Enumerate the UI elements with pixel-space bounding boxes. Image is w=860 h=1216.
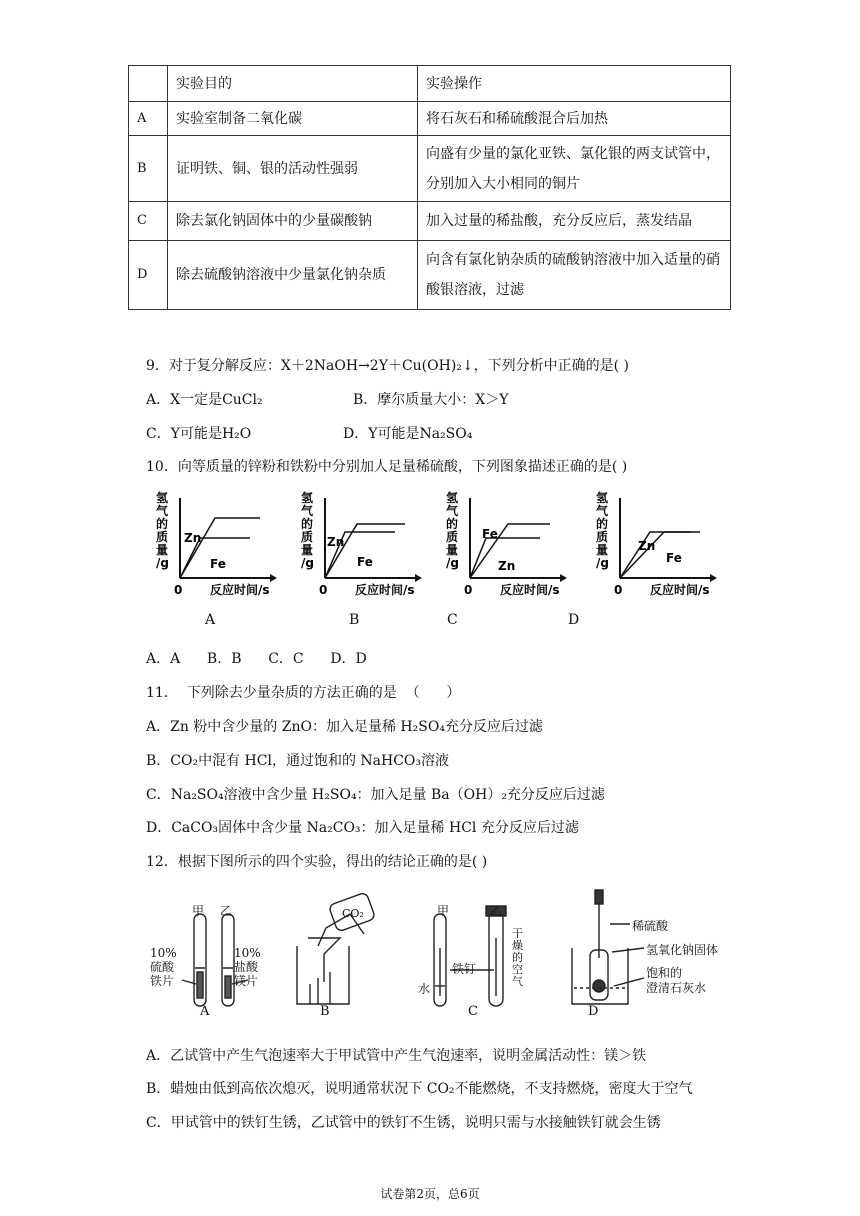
q12-option-b: B．蜡烛由低到高依次熄灭，说明通常状况下 CO₂不能燃烧，不支持燃烧，密度大于空气 bbox=[146, 1081, 693, 1097]
graph-y-label-char: 气 bbox=[596, 504, 609, 518]
q12-option-c: C．甲试管中的铁钉生锈，乙试管中的铁钉不生锈，说明只需与水接触铁钉就会生锈 bbox=[146, 1115, 661, 1131]
graph-line-lower bbox=[620, 532, 700, 578]
graph-y-label-char: 质 bbox=[446, 530, 459, 544]
page-footer: 试卷第2页，总6页 bbox=[380, 1187, 480, 1201]
row-purpose: 除去氯化钠固体中的少量碳酸钠 bbox=[168, 202, 418, 241]
graph-y-label-char: /g bbox=[596, 556, 609, 570]
row-operation: 向盛有少量的氯化亚铁、氯化银的两支试管中，分别加入大小相同的铜片 bbox=[418, 136, 731, 202]
row-purpose: 证明铁、铜、银的活动性强弱 bbox=[168, 136, 418, 202]
graph-origin-label: 0 bbox=[464, 583, 473, 597]
graph-y-label-char: 量 bbox=[156, 543, 169, 557]
graph-y-label-char: /g bbox=[301, 556, 314, 570]
q12-option-a: A．乙试管中产生气泡速率大于甲试管中产生气泡速率，说明金属活动性：镁＞铁 bbox=[146, 1048, 647, 1064]
row-operation: 向含有氯化钠杂质的硫酸钠溶液中加入适量的硝酸银溶液，过滤 bbox=[418, 241, 731, 310]
graph-y-label-char: 量 bbox=[596, 543, 609, 557]
fig-d-lime: 饱和的 澄清石灰水 bbox=[646, 966, 707, 995]
graph-x-label: 反应时间/s bbox=[210, 583, 270, 597]
graph-x-arrow bbox=[415, 574, 422, 582]
fig-c-apparatus bbox=[434, 906, 506, 1006]
fig-c-label: C bbox=[468, 1004, 478, 1019]
fig-b-label: B bbox=[320, 1004, 330, 1019]
graph-origin-label: 0 bbox=[614, 583, 623, 597]
graph-y-label-char: 氢 bbox=[446, 491, 459, 505]
table-row bbox=[129, 241, 731, 310]
graph-y-label-char: 氢 bbox=[156, 491, 169, 505]
fig-a-left-label: 10% 硫酸 铁片 bbox=[150, 946, 177, 988]
table-header-cell: 实验目的 bbox=[168, 66, 418, 102]
graph-x-label: 反应时间/s bbox=[650, 583, 710, 597]
table-row bbox=[129, 136, 731, 202]
fig-d-label: D bbox=[588, 1004, 599, 1019]
graph-y-label-char: 质 bbox=[596, 530, 609, 544]
q9-option-a: A．X一定是CuCl₂ bbox=[146, 392, 263, 408]
graph-y-label-char: 氢 bbox=[596, 491, 609, 505]
fig-a-label: A bbox=[200, 1004, 210, 1019]
graph-origin-label: 0 bbox=[319, 583, 328, 597]
q11-stem: 11． 下列除去少量杂质的方法正确的是 （ ） bbox=[146, 685, 461, 701]
fig-c-jia: 甲 bbox=[437, 904, 450, 918]
graph-label-d: D bbox=[568, 612, 580, 628]
graph-series-upper-label: Zn bbox=[638, 539, 656, 553]
row-operation: 加入过量的稀盐酸，充分反应后，蒸发结晶 bbox=[418, 202, 731, 241]
graph-x-arrow bbox=[710, 574, 717, 582]
graph-series-lower-label: Fe bbox=[357, 555, 373, 569]
table-header-cell bbox=[129, 66, 168, 102]
row-id: B bbox=[129, 136, 168, 202]
q11-option-a: A．Zn 粉中含少量的 ZnO：加入足量稀 H₂SO₄充分反应后过滤 bbox=[146, 719, 543, 735]
graph-series-lower-label: Fe bbox=[666, 551, 682, 565]
row-operation: 将石灰石和稀硫酸混合后加热 bbox=[418, 102, 731, 136]
graph-y-label-char: 的 bbox=[596, 517, 609, 531]
fig-d-solid: 氢氧化钠固体 bbox=[646, 943, 719, 957]
graph-x-label: 反应时间/s bbox=[355, 583, 415, 597]
graph-x-arrow bbox=[270, 574, 277, 582]
graph-y-label-char: 气 bbox=[446, 504, 459, 518]
row-id: D bbox=[129, 241, 168, 310]
fig-a-right-label: 10% 盐酸 镁片 bbox=[234, 946, 261, 988]
q9-option-d: D．Y可能是Na₂SO₄ bbox=[343, 426, 473, 442]
table-row bbox=[129, 202, 731, 241]
graph-y-label-char: 量 bbox=[301, 543, 314, 557]
q10-options: A．A B．B C．C D．D bbox=[146, 651, 367, 667]
row-purpose: 除去硫酸钠溶液中少量氯化钠杂质 bbox=[168, 241, 418, 310]
graph-y-label-char: 气 bbox=[301, 504, 314, 518]
fig-c-nail: 铁钉 bbox=[452, 962, 477, 976]
experiment-table bbox=[128, 65, 731, 310]
graph-series-lower-label: Zn bbox=[498, 559, 516, 573]
graph-label-b: B bbox=[349, 612, 360, 628]
q10-graphs-svg bbox=[150, 490, 720, 630]
q9-stem: 9．对于复分解反应：X＋2NaOH→2Y＋Cu(OH)₂↓，下列分析中正确的是( ) bbox=[146, 358, 629, 374]
q9-option-b: B．摩尔质量大小：X＞Y bbox=[353, 392, 509, 408]
fig-c-yi: 乙 bbox=[490, 904, 503, 918]
graph-y-label-char: 质 bbox=[156, 530, 169, 544]
graph-x-label: 反应时间/s bbox=[500, 583, 560, 597]
graph-y-label-char: 的 bbox=[446, 517, 459, 531]
fig-b-gas: CO₂ bbox=[342, 907, 364, 920]
graph-series-upper-label: Fe bbox=[482, 527, 498, 541]
graph-series-upper-label: Zn bbox=[327, 535, 345, 549]
q11-option-d: D．CaCO₃固体中含少量 Na₂CO₃：加入足量稀 HCl 充分反应后过滤 bbox=[146, 820, 579, 836]
q10-graphs bbox=[150, 490, 720, 630]
row-id: A bbox=[129, 102, 168, 136]
row-id: C bbox=[129, 202, 168, 241]
q9-option-c: C．Y可能是H₂O bbox=[146, 426, 252, 442]
table-header-row bbox=[129, 66, 731, 102]
graph-origin-label: 0 bbox=[174, 583, 183, 597]
fig-d-apparatus bbox=[572, 890, 644, 1004]
graph-y-label-char: 的 bbox=[156, 517, 169, 531]
graph-label-c: C bbox=[447, 612, 458, 628]
table-header-cell: 实验操作 bbox=[418, 66, 731, 102]
graph-y-label-char: 氢 bbox=[301, 491, 314, 505]
fig-a-yi: 乙 bbox=[220, 904, 233, 918]
q12-stem: 12．根据下图所示的四个实验，得出的结论正确的是( ) bbox=[146, 854, 488, 870]
q10-stem: 10．向等质量的锌粉和铁粉中分别加人足量稀硫酸，下列图象描述正确的是( ) bbox=[146, 459, 628, 475]
graph-label-a: A bbox=[205, 612, 216, 628]
q11-option-c: C．Na₂SO₄溶液中含少量 H₂SO₄：加入足量 Ba（OH）₂充分反应后过滤 bbox=[146, 787, 605, 803]
graph-y-label-char: /g bbox=[446, 556, 459, 570]
q11-option-b: B．CO₂中混有 HCl，通过饱和的 NaHCO₃溶液 bbox=[146, 753, 449, 769]
graph-series-upper-label: Zn bbox=[184, 531, 202, 545]
row-purpose: 实验室制备二氧化碳 bbox=[168, 102, 418, 136]
fig-c-water: 水 bbox=[418, 982, 431, 996]
graph-y-label-char: 量 bbox=[446, 543, 459, 557]
graph-y-label-char: 气 bbox=[156, 504, 169, 518]
fig-c-air: 干 燥 的 空 气 bbox=[512, 927, 523, 988]
graph-x-arrow bbox=[560, 574, 567, 582]
graph-y-label-char: 质 bbox=[301, 530, 314, 544]
graph-y-label-char: /g bbox=[156, 556, 169, 570]
graph-series-lower-label: Fe bbox=[210, 557, 226, 571]
graph-y-label-char: 的 bbox=[301, 517, 314, 531]
fig-d-acid: 稀硫酸 bbox=[632, 919, 669, 933]
table-row bbox=[129, 102, 731, 136]
fig-a-jia: 甲 bbox=[192, 904, 205, 918]
